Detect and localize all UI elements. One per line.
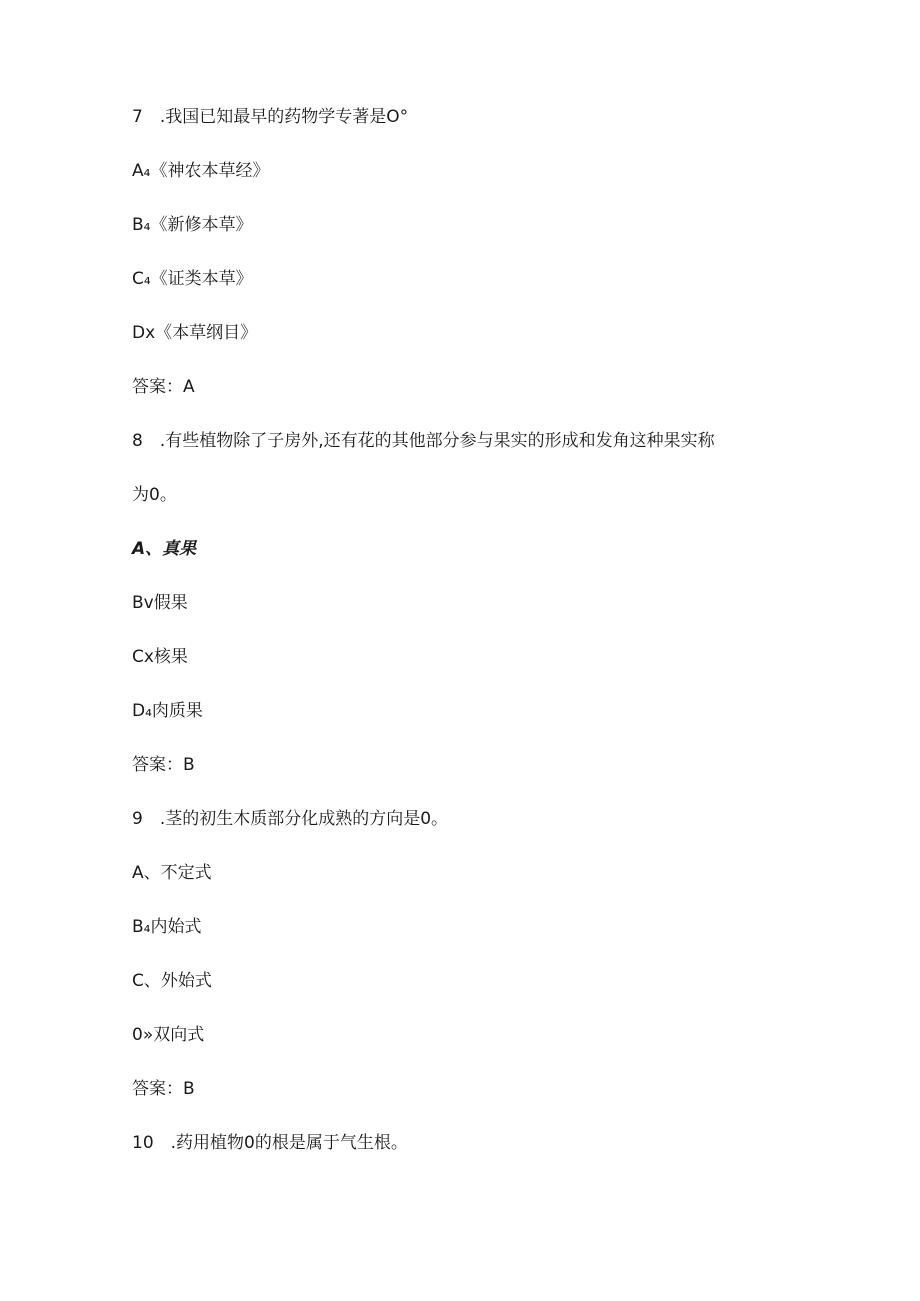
- question-9-option-a: A、不定式: [132, 863, 212, 883]
- question-8-answer: 答案：B: [132, 755, 195, 775]
- question-9-option-b: B₄内始式: [132, 917, 202, 937]
- question-8-option-b: Bv假果: [132, 593, 188, 613]
- question-10-stem: 10 .药用植物0的根是属于气生根。: [132, 1133, 408, 1153]
- question-9-answer: 答案：B: [132, 1079, 195, 1099]
- question-9-stem: 9 .茎的初生木质部分化成熟的方向是0。: [132, 809, 449, 829]
- question-8-option-d: D₄肉质果: [132, 701, 203, 721]
- question-7-answer: 答案：A: [132, 377, 195, 397]
- question-8-stem-continued: 为0。: [132, 485, 177, 505]
- question-7-option-a: A₄《神农本草经》: [132, 161, 270, 181]
- question-8-stem: 8 .有些植物除了子房外,还有花的其他部分参与果实的形成和发角这种果实称: [132, 431, 715, 451]
- question-7-option-b: B₄《新修本草》: [132, 215, 253, 235]
- question-7-option-d: Dx《本草纲目》: [132, 323, 258, 343]
- question-7-option-c: C₄《证类本草》: [132, 269, 253, 289]
- question-9-option-d: 0»双向式: [132, 1025, 205, 1045]
- question-8-option-a: A、真果: [132, 539, 197, 559]
- question-7-stem: 7 .我国已知最早的药物学专著是O°: [132, 107, 409, 127]
- question-9-option-c: C、外始式: [132, 971, 212, 991]
- question-8-option-c: Cx核果: [132, 647, 188, 667]
